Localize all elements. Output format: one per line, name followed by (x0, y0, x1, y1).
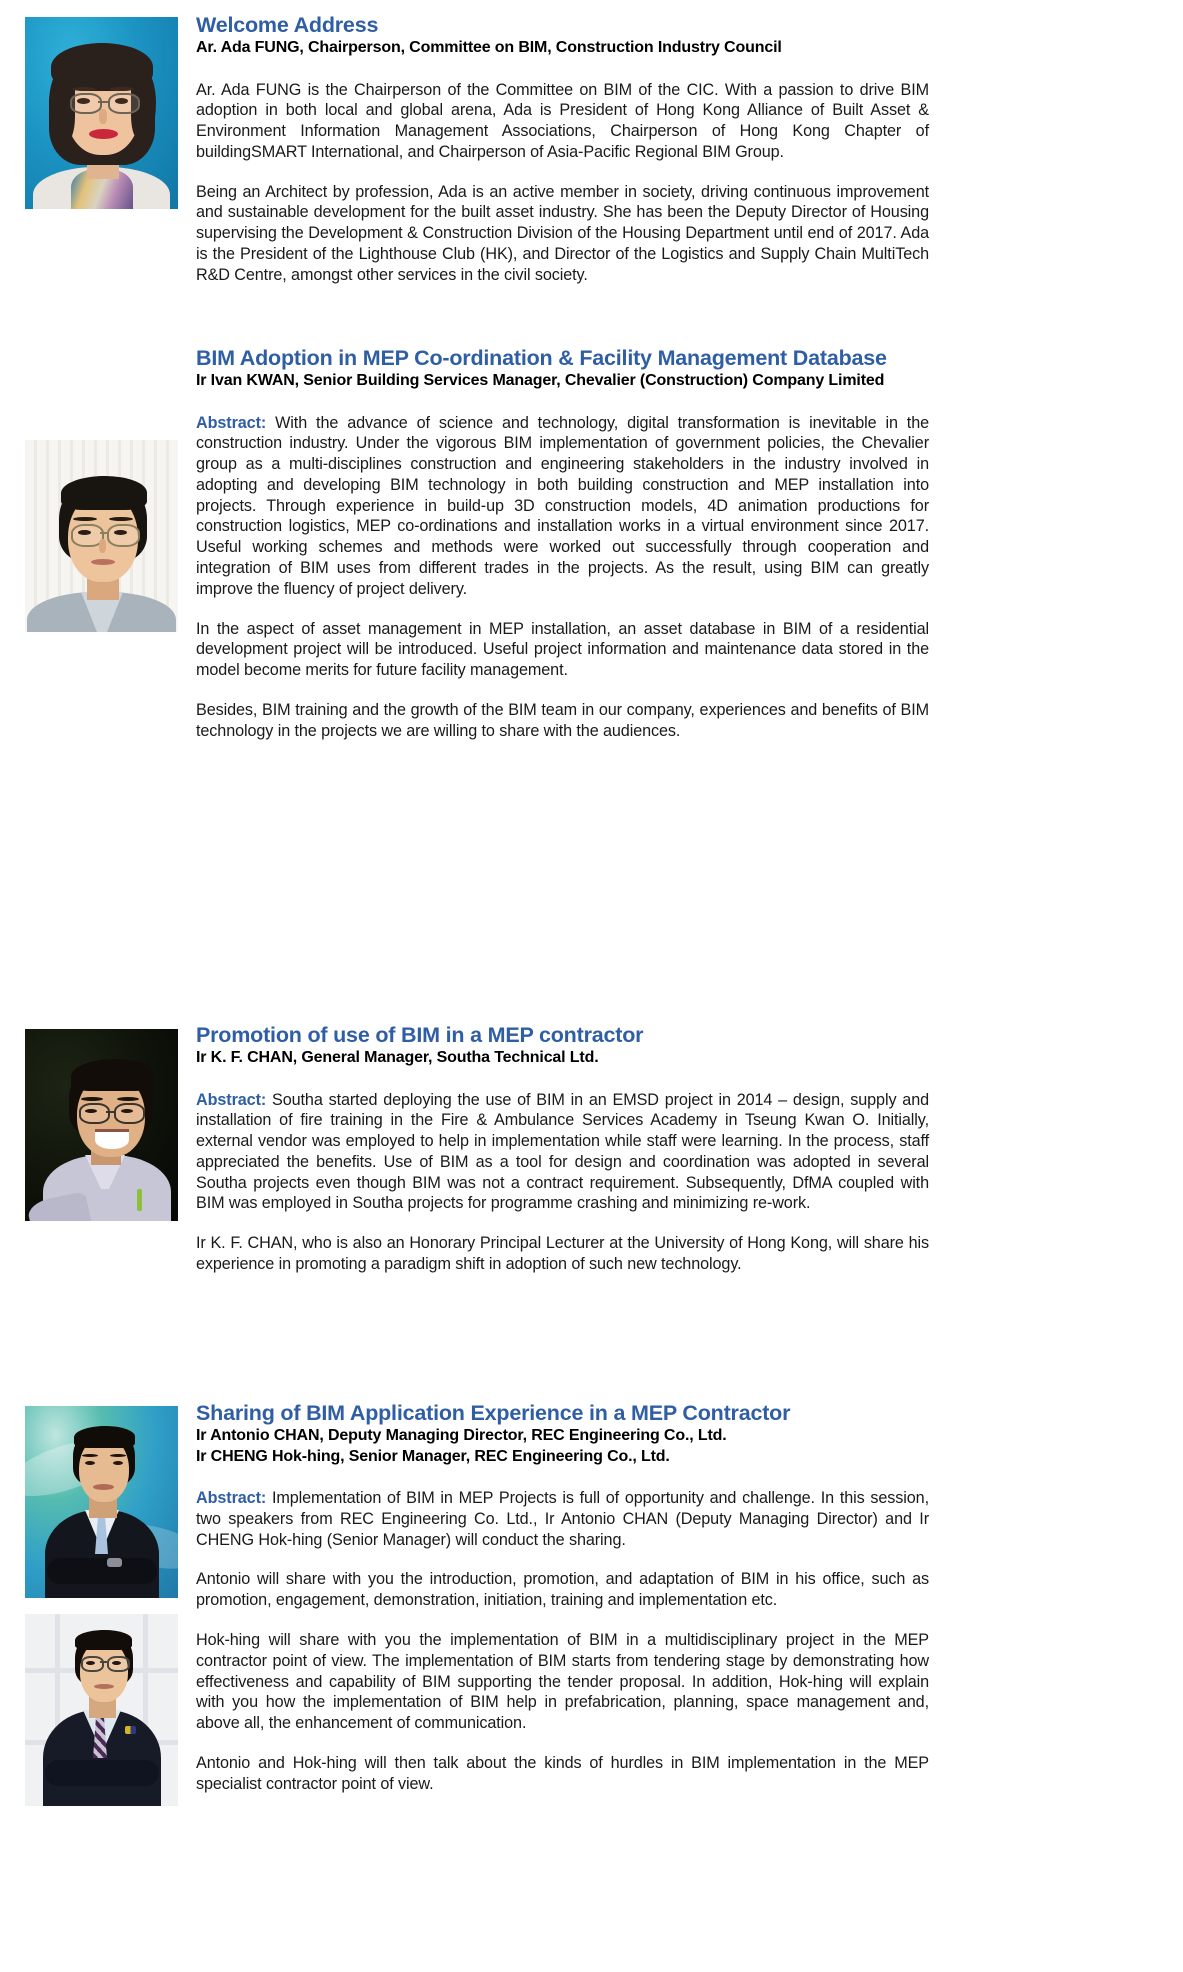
abstract-label: Abstract: (196, 1090, 267, 1109)
paragraph: Ir K. F. CHAN, who is also an Honorary Principal Lecturer at the University of Hong Kong, will share his experience in promoting a paradigm shift in adoption of such new technology. (196, 1234, 929, 1274)
section-byline-line2: Ir CHENG Hok-hing, Senior Manager, REC Engineering Co., Ltd. (196, 1447, 670, 1465)
portrait-kf-chan (25, 1029, 178, 1221)
abstract-paragraph (196, 413, 929, 600)
section-byline-line1: Ir Antonio CHAN, Deputy Managing Director, REC Engineering Co., Ltd. (196, 1427, 727, 1444)
abstract-text: Implementation of BIM in MEP Projects is full of opportunity and challenge. In this session, two speakers from REC Engineering Co. Ltd., Ir Antonio CHAN (Deputy Managing Director) and Ir CHENG Hok-hing (Senior Manager) will conduct the sharing. (196, 1489, 929, 1549)
content-column (196, 0, 929, 1972)
section-bim-adoption-mep-coordination (196, 345, 929, 742)
abstract-text: With the advance of science and technology, digital transformation is inevitable in the construction industry. Under the vigorous BIM implementation of government policies, the Chevalier group as a multi-disciplines construction and engineering stakeholders in the industry involved in adopting and developing BIM technology in both building construction and MEP installation into projects. Through experience in build-up 3D construction models, 4D animation productions for construction logistics, MEP co-ordinations and installation works in a virtual environment since 2017. Useful working schemes and methods were worked out successfully through cooperation and integration of BIM uses from different trades in the projects. As the result, using BIM can greatly improve the fluency of project delivery. (196, 413, 929, 598)
section-title: Promotion of use of BIM in a MEP contractor (196, 1023, 644, 1047)
portrait-ada-fung (25, 17, 178, 209)
section-title: Sharing of BIM Application Experience in a MEP Contractor (196, 1401, 791, 1425)
paragraph: Antonio and Hok-hing will then talk about the kinds of hurdles in BIM implementation in the MEP specialist contractor point of view. (196, 1753, 929, 1793)
section-byline: Ir Ivan KWAN, Senior Building Services Manager, Chevalier (Construction) Company Limited (196, 372, 885, 389)
paragraph: Ar. Ada FUNG is the Chairperson of the Committee on BIM of the CIC. With a passion to drive BIM adoption in both local and global arena, Ada is President of Hong Kong Alliance of Built Asset & Environment Information Management Associations, Chairperson of Hong Kong Chapter of buildingSMART International, and Chairperson of Asia-Pacific Regional BIM Group. (196, 80, 929, 161)
paragraph: In the aspect of asset management in MEP installation, an asset database in BIM of a residential development project will be introduced. Useful project information and maintenance data stored in the model become merits for future facility management. (196, 619, 929, 680)
section-byline: Ir K. F. CHAN, General Manager, Southa Technical Ltd. (196, 1049, 599, 1066)
section-title: BIM Adoption in MEP Co-ordination & Facility Management Database (196, 346, 887, 370)
paragraph: Hok-hing will share with you the implementation of BIM in a multidisciplinary project in the MEP contractor point of view. The implementation of BIM starts from tendering stage by demonstrating how effectiveness and capability of BIM supporting the tender proposal. In addition, Hok-hing will explain with you how the implementation of BIM help in prefabrication, planning, space management and, above all, the enhancement of communication. (196, 1630, 929, 1733)
section-byline: Ar. Ada FUNG, Chairperson, Committee on BIM, Construction Industry Council (196, 39, 782, 56)
paragraph: Antonio will share with you the introduction, promotion, and adaptation of BIM in his office, such as promotion, engagement, demonstration, initiation, training and implementation etc. (196, 1570, 929, 1610)
abstract-label: Abstract: (196, 413, 267, 432)
portrait-cheng-hok-hing (25, 1614, 178, 1806)
abstract-paragraph (196, 1090, 929, 1215)
portrait-antonio-chan (25, 1406, 178, 1598)
paragraph: Besides, BIM training and the growth of the BIM team in our company, experiences and benefits of BIM technology in the projects we are willing to share with the audiences. (196, 701, 929, 740)
abstract-label: Abstract: (196, 1489, 267, 1507)
section-sharing-bim-application-experience (196, 1400, 929, 1795)
section-promotion-of-use-of-bim (196, 1022, 929, 1275)
abstract-paragraph (196, 1488, 929, 1550)
abstract-text: Southa started deploying the use of BIM in an EMSD project in 2014 – design, supply and installation of fire training in the Fire & Ambulance Services Academy in Tseung Kwan O. Initially, external vendor was employed to help in implementation while staff were learning. In the process, staff appreciated the benefits. Use of BIM as a tool for design and coordination was adopted in several Southa projects even though BIM was not a contract requirement. Subsequently, DfMA coupled with BIM was employed in Southa projects for programme crashing and minimizing re-work. (196, 1090, 929, 1213)
paragraph: Being an Architect by profession, Ada is an active member in society, driving continuous improvement and sustainable development for the built asset industry. She has been the Deputy Director of Housing supervising the Development & Construction Division of the Housing Department until end of 2017. Ada is the President of the Lighthouse Club (HK), and Director of the Logistics and Supply Chain MultiTech R&D Centre, amongst other services in the civil society. (196, 182, 929, 284)
portrait-ivan-kwan (25, 440, 178, 632)
section-welcome-address (196, 12, 929, 286)
section-title: Welcome Address (196, 13, 379, 37)
